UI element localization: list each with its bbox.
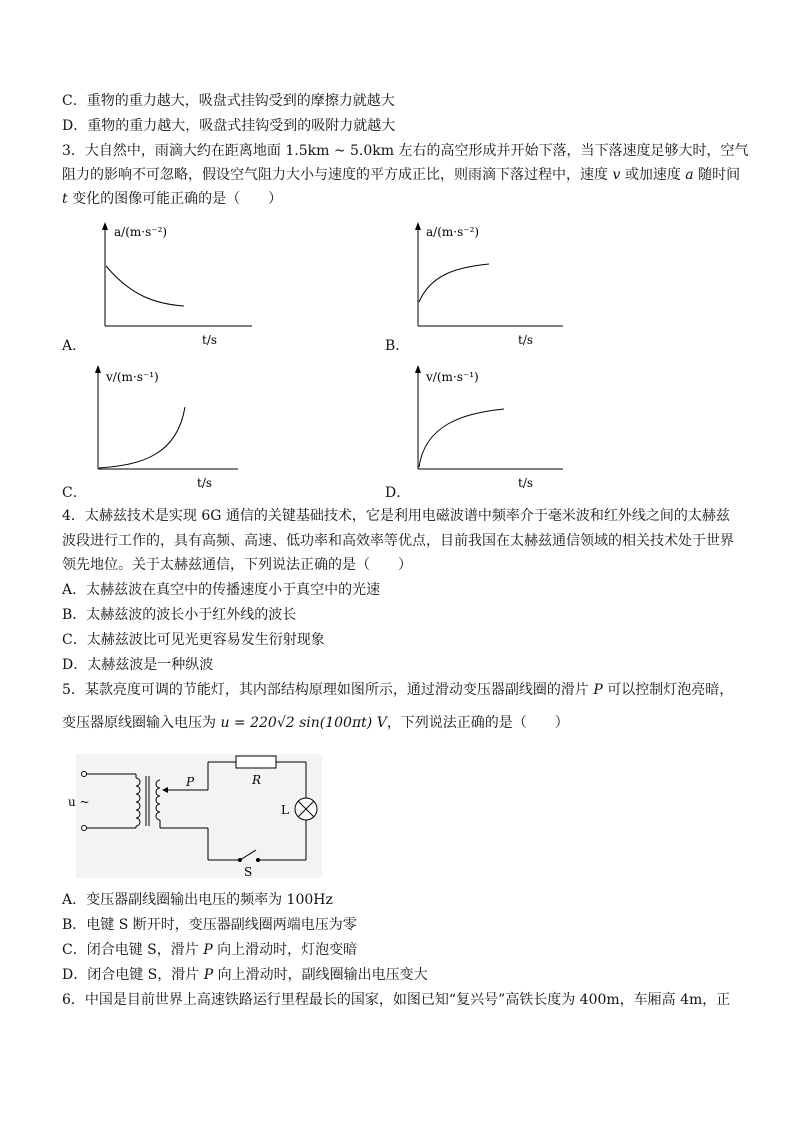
graph-option-d: [383, 365, 643, 501]
question-4-line-3: 领先地位。关于太赫兹通信，下列说法正确的是（ ）: [62, 557, 412, 573]
question-4-option-b: B．太赫兹波的波长小于红外线的波长: [62, 607, 297, 623]
transformer-circuit-diagram: [68, 754, 322, 879]
graph-a-ylabel: a/(m·s⁻²): [114, 225, 168, 239]
graph-b-xlabel: t/s: [518, 333, 534, 347]
graph-b-ylabel: a/(m·s⁻²): [426, 225, 480, 239]
switch-label: S: [244, 865, 253, 879]
graph-option-c: [62, 365, 322, 501]
resistor-label: R: [252, 773, 262, 787]
question-4-line-1: 4．太赫兹技术是实现 6G 通信的关键基础技术，它是利用电磁波谱中频率介于毫米波和红外线之间的太赫兹: [62, 508, 730, 524]
graph-a-xlabel: t/s: [202, 333, 218, 347]
input-voltage-label: u ~: [68, 795, 90, 809]
question-4-line-2: 波段进行工作的，具有高频、高速、低功率和高效率等优点，目前我国在太赫兹通信领域的相关技术处于世界: [62, 533, 734, 549]
graph-c-option: C．: [62, 485, 87, 501]
question-5-option-d: D．闭合电键 S，滑片 P 向上滑动时，副线圈输出电压变大: [62, 967, 428, 983]
slider-p-label: P: [186, 775, 195, 789]
option-d-line: D．重物的重力越大，吸盘式挂钩受到的吸附力就越大: [62, 118, 396, 134]
question-3-line-3: t 变化的图像可能正确的是（ ）: [62, 191, 283, 207]
graph-option-a: [62, 222, 322, 354]
lamp-label: L: [281, 803, 289, 817]
graph-c-xlabel: t/s: [197, 476, 213, 490]
option-c-line: C．重物的重力越大，吸盘式挂钩受到的摩擦力就越大: [62, 93, 395, 109]
graph-a-option: A．: [62, 338, 87, 354]
graph-d-ylabel: v/(m·s⁻¹): [426, 370, 479, 384]
question-5-option-a: A．变压器副线圈输出电压的频率为 100Hz: [62, 892, 333, 908]
question-3-line-1: 3．大自然中，雨滴大约在距离地面 1.5km ~ 5.0km 左右的高空形成并开始下落，当下落速度足够大时，空气: [62, 143, 749, 159]
graph-c-ylabel: v/(m·s⁻¹): [106, 370, 159, 384]
question-4-option-d: D．太赫兹波是一种纵波: [62, 657, 214, 673]
resistor-r: [236, 756, 276, 768]
question-4-option-a: A．太赫兹波在真空中的传播速度小于真空中的光速: [62, 582, 381, 598]
voltage-formula: u = 220√2 sin(100πt) V: [220, 715, 387, 731]
question-6-line-1: 6．中国是目前世界上高速铁路运行里程最长的国家，如图已知“复兴号”高铁长度为 400m，车厢高 4m，正: [62, 992, 731, 1008]
question-5-option-b: B．电键 S 断开时，变压器副线圈两端电压为零: [62, 917, 357, 933]
question-5-option-c: C．闭合电键 S，滑片 P 向上滑动时，灯泡变暗: [62, 942, 358, 958]
graph-d-xlabel: t/s: [518, 476, 534, 490]
question-5-line-2: 变压器原线圈输入电压为 u = 220√2 sin(100πt) V，下列说法正确的是（ ）: [62, 715, 569, 731]
graph-d-option: D．: [385, 485, 411, 501]
question-4-option-c: C．太赫兹波比可见光更容易发生衍射现象: [62, 632, 325, 648]
graph-option-b: [383, 222, 643, 354]
switch-s: [240, 850, 256, 860]
question-5-line-1: 5．某款亮度可调的节能灯，其内部结构原理如图所示，通过滑动变压器副线圈的滑片 P 可以控制灯泡亮暗，: [62, 682, 734, 698]
question-3-line-2: 阻力的影响不可忽略，假设空气阻力大小与速度的平方成正比，则雨滴下落过程中，速度 v 或加速度 a 随时间: [62, 167, 741, 183]
graph-b-option: B．: [385, 338, 410, 354]
